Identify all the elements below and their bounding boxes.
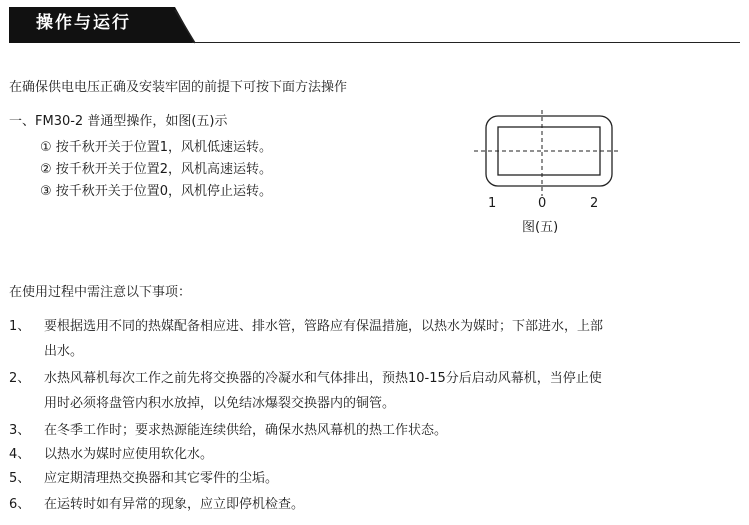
note-5-number: 5、 [9, 471, 31, 486]
figure-label-1: 1 [488, 196, 497, 211]
note-3-line-1: 在冬季工作时；要求热源能连续供给，确保水热风幕机的热工作状态。 [44, 423, 448, 438]
header-divider-line [173, 9, 203, 45]
step-3: ③ 按千秋开关于位置0，风机停止运转。 [40, 184, 273, 199]
figure-label-2: 2 [590, 196, 599, 211]
section-1-title: 一、FM30-2 普通型操作，如图(五)示 [9, 114, 228, 129]
note-6-number: 6、 [9, 497, 31, 512]
header-rule [192, 42, 740, 43]
note-2-line-1: 水热风幕机每次工作之前先将交换器的冷凝水和气体排出，预热10-15分后启动风幕机，当停止使 [44, 371, 602, 386]
note-3-number: 3、 [9, 423, 31, 438]
note-1-number: 1、 [9, 319, 31, 334]
note-2-line-2: 用时必须将盘管内积水放掉，以免结冰爆裂交换器内的铜管。 [44, 396, 396, 411]
note-4-number: 4、 [9, 447, 31, 462]
note-4-line-1: 以热水为媒时应使用软化水。 [44, 447, 214, 462]
note-6-line-1: 在运转时如有异常的现象，应立即停机检查。 [44, 497, 305, 512]
note-2-number: 2、 [9, 371, 31, 386]
notes-title: 在使用过程中需注意以下事项： [9, 285, 192, 300]
intro-text: 在确保供电电压正确及安装牢固的前提下可按下面方法操作 [9, 80, 348, 95]
section-title: 操作与运行 [36, 13, 131, 33]
figure-label-0: 0 [538, 196, 547, 211]
note-1-line-1: 要根据选用不同的热媒配备相应进、排水管，管路应有保温措施，以热水为媒时；下部进水，上部 [44, 319, 604, 334]
figure-caption: 图(五) [522, 220, 559, 235]
note-1-line-2: 出水。 [44, 344, 84, 359]
note-5-line-1: 应定期清理热交换器和其它零件的尘垢。 [44, 471, 279, 486]
step-2: ② 按千秋开关于位置2，风机高速运转。 [40, 162, 273, 177]
step-1: ① 按千秋开关于位置1，风机低速运转。 [40, 140, 273, 155]
